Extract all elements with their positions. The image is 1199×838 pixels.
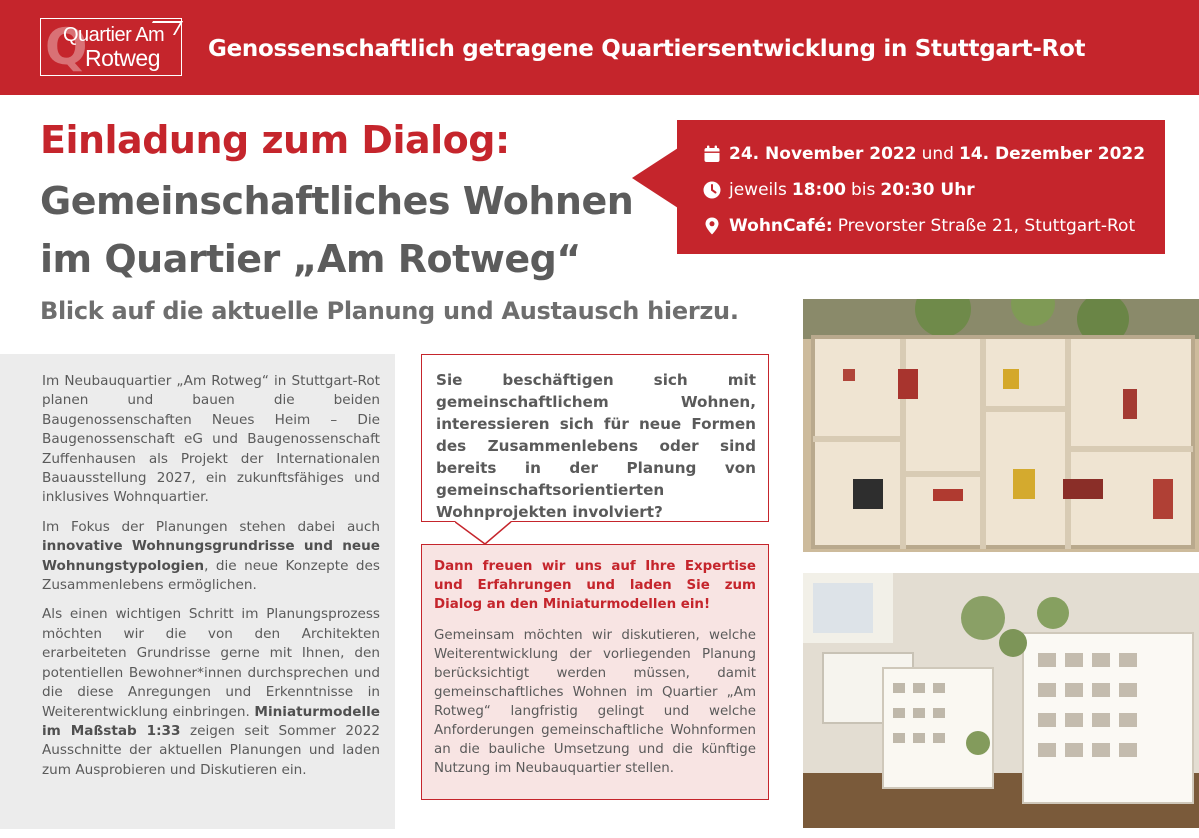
intro-paragraph-1: Im Neubauquartier „Am Rotweg“ in Stuttgart-Rot planen und bauen die beiden Baugenossenschaften Neues Heim – Die Baugenossenschaft eG und Baugenossenschaft Zuffenhausen als Projekt der Internationalen Bauausstellung 2027, ein zukunftsfähiges und inklusives Wohnquartier. <box>42 373 380 506</box>
event-info-box <box>677 120 1165 254</box>
question-text: Sie beschäftigen sich mit gemeinschaftlichem Wohnen, interessieren sich für neue Formen des Zusammenlebens oder sind bereits in der Planung von gemeinschaftsorientierten Wohnprojekten involviert? <box>436 371 756 521</box>
photo-floor-plan-model <box>803 299 1199 552</box>
clock-icon <box>703 181 721 199</box>
subtitle: Blick auf die aktuelle Planung und Austausch hierzu. <box>40 297 739 325</box>
event-date-and: und <box>921 144 954 164</box>
intro-paragraph-3: Als einen wichtigen Schritt im Planungsprozess möchten wir die von den Architekten erarbeiteten Grundrisse gerne mit Ihnen, den potentiellen Bewohner*innen durchsprechen und die diese Anregungen und Erkenntnisse in Weiterentwicklung einbringen. Miniaturmodelle im Maßstab 1:33 zeigen seit Sommer 2022 Ausschnitte der aktuellen Planungen und laden zum Ausprobieren und Diskutieren ein. <box>42 606 380 778</box>
headline-topic-line1: Gemeinschaftliches Wohnen <box>40 179 634 223</box>
question-bubble <box>421 354 769 522</box>
event-date-1: 24. November 2022 <box>729 144 917 164</box>
event-time-row <box>703 180 975 200</box>
intro-text <box>42 372 380 790</box>
event-box-pointer <box>632 148 678 208</box>
event-time-end: 20:30 Uhr <box>880 180 975 200</box>
invitation-panel <box>421 544 769 800</box>
event-time-start: 18:00 <box>791 180 846 200</box>
invitation-highlight: Dann freuen wir uns auf Ihre Expertise und Erfahrungen und laden Sie zum Dialog an den Miniaturmodellen ein! <box>434 559 756 612</box>
event-venue: WohnCafé: <box>729 216 833 236</box>
event-location-row <box>703 216 1135 236</box>
headline-topic <box>40 172 633 288</box>
event-date-2: 14. Dezember 2022 <box>958 144 1146 164</box>
intro-paragraph-2: Im Fokus der Planungen stehen dabei auch innovative Wohnungsgrundrisse und neue Wohnungstypologien, die neue Konzepte des Zusammenlebens ermöglichen. <box>42 518 380 594</box>
calendar-icon <box>703 145 721 163</box>
logo: Q Quartier Am Rotweg <box>40 18 182 76</box>
header-bar <box>0 0 1199 95</box>
header-title: Genossenschaftlich getragene Quartiersentwicklung in Stuttgart-Rot <box>208 36 1086 62</box>
invitation-text: Gemeinsam möchten wir diskutieren, welche Weiterentwicklung der vorliegenden Planung berücksichtigt werden müssen, damit gemeinschaftliches Wohnen im Quartier „Am Rotweg“ langfristig gelingt und welche Anforderungen gemeinschaftliche Wohnformen an die bauliche Umsetzung und die künftige Nutzung im Neubauquartier stellen. <box>434 628 756 776</box>
location-pin-icon <box>703 217 721 235</box>
headline-topic-line2: im Quartier „Am Rotweg“ <box>40 237 581 281</box>
logo-text-line1: Quartier Am <box>63 24 165 46</box>
event-time-prefix: jeweils <box>729 180 787 200</box>
event-address: Prevorster Straße 21, Stuttgart-Rot <box>837 216 1136 236</box>
event-date-row <box>703 144 1145 164</box>
photo-building-model <box>803 573 1199 828</box>
event-time-to: bis <box>850 180 876 200</box>
speech-bubble-tail <box>455 521 515 545</box>
logo-text-line2: Rotweg <box>85 45 160 71</box>
headline-invitation: Einladung zum Dialog: <box>40 118 510 162</box>
